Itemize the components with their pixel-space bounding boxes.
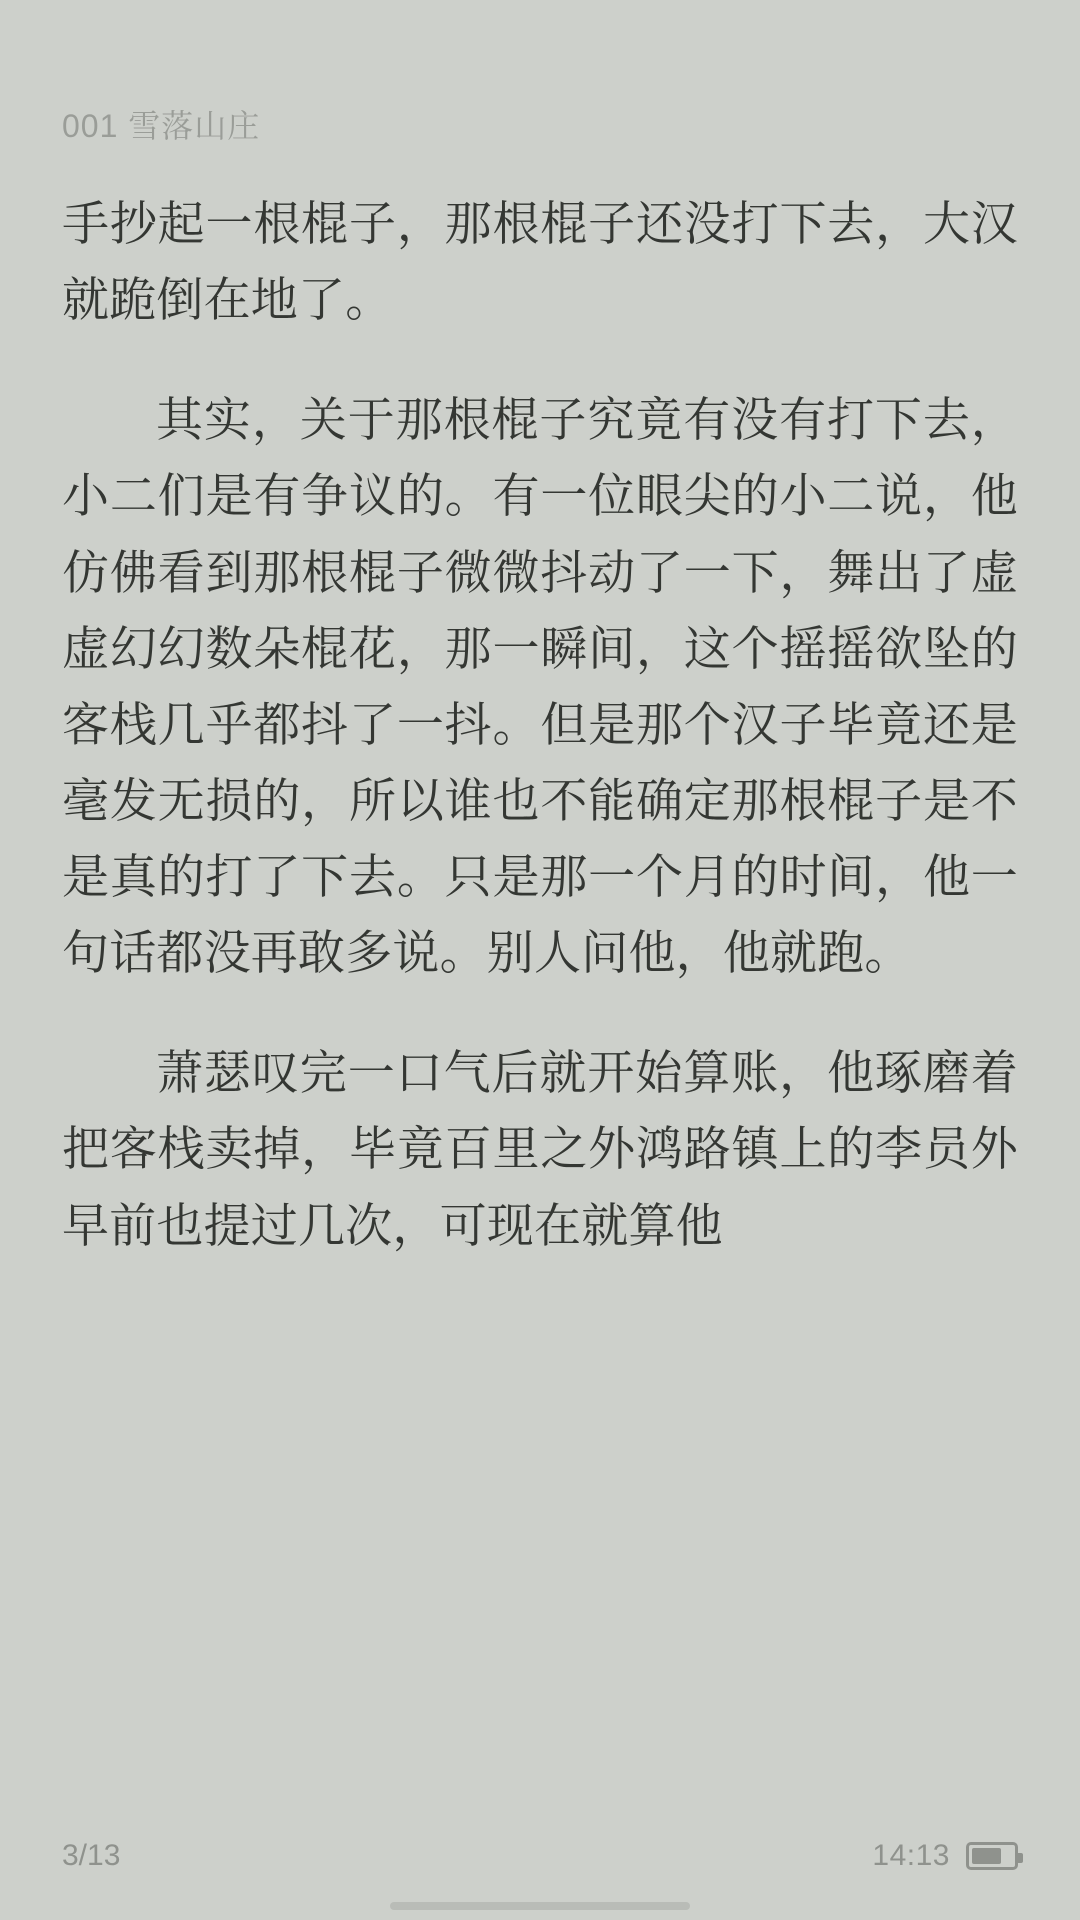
status-cluster bbox=[872, 1839, 1018, 1873]
clock-label: 14:13 bbox=[872, 1839, 950, 1872]
chapter-title: 001 雪落山庄 bbox=[62, 108, 261, 144]
home-indicator[interactable] bbox=[390, 1902, 690, 1910]
paragraph: 萧瑟叹完一口气后就开始算账，他琢磨着把客栈卖掉，毕竟百里之外鸿路镇上的李员外早前也提过几次，可现在就算他 bbox=[62, 1046, 1018, 1252]
paragraph: 其实，关于那根棍子究竟有没有打下去，小二们是有争议的。有一位眼尖的小二说，他仿佛看到那根棍子微微抖动了一下，舞出了虚虚幻幻数朵棍花，那一瞬间，这个摇摇欲坠的客栈几乎都抖了一抖。但是那个汉子毕竟还是毫发无损的，所以谁也不能确定那根棍子是不是真的打了下去。只是那一个月的时间，他一句话都没再敢多说。别人问他，他就跑。 bbox=[62, 393, 1018, 980]
page-indicator: 3/13 bbox=[62, 1839, 121, 1872]
battery-level bbox=[972, 1848, 1001, 1864]
battery-icon bbox=[966, 1842, 1018, 1870]
reader-footer bbox=[62, 1836, 1018, 1876]
paragraph: 手抄起一根棍子，那根棍子还没打下去，大汉就跪倒在地了。 bbox=[62, 197, 1018, 327]
page-body[interactable] bbox=[62, 186, 1018, 1920]
